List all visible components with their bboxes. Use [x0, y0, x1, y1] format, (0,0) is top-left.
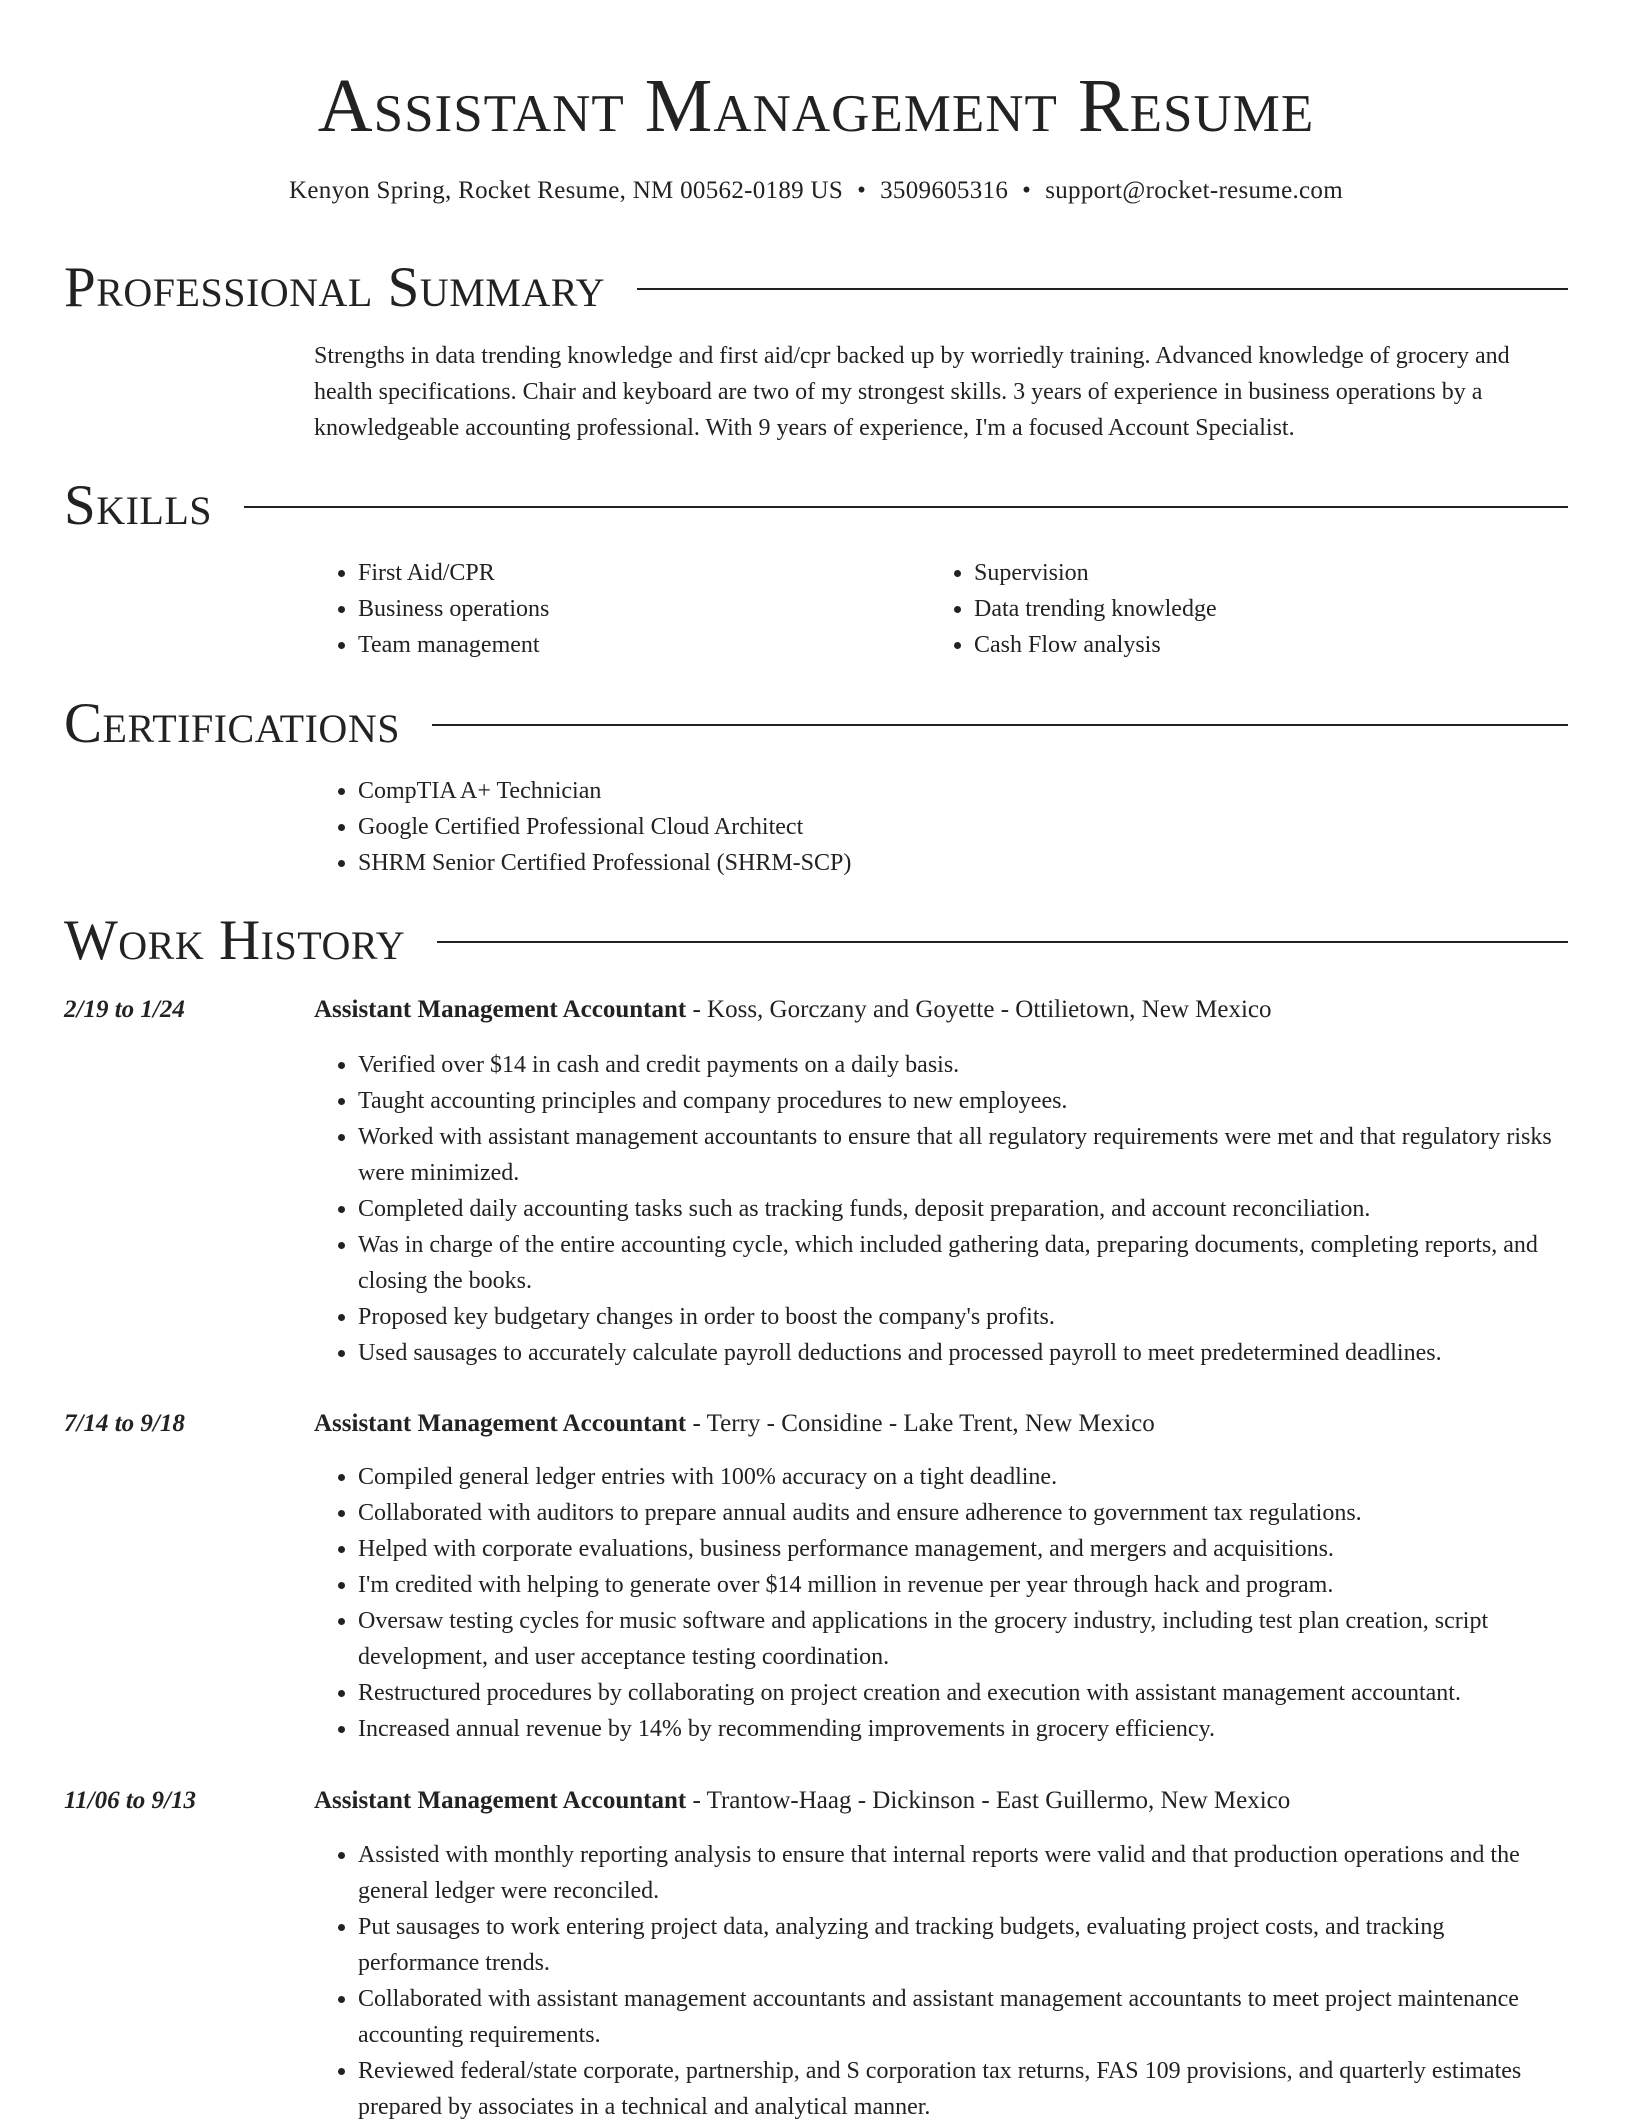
- job-header: [314, 1783, 1568, 1819]
- skills-list-left: [314, 555, 874, 663]
- job-bullet: • Increased annual revenue by 14% by recommending improvements in grocery efficiency.: [358, 1711, 1568, 1747]
- job-dates: 11/06 to 9/13: [64, 1787, 196, 1814]
- section-divider: [244, 506, 1568, 508]
- job-bullet: • Taught accounting principles and company procedures to new employees.: [358, 1083, 1568, 1119]
- certification-item: • SHRM Senior Certified Professional (SHRM-SCP): [358, 845, 1568, 881]
- job-bullet: • I'm credited with helping to generate over $14 million in revenue per year through hack and program.: [358, 1567, 1568, 1603]
- job-bullet: • Completed daily accounting tasks such as tracking funds, deposit preparation, and account reconciliation.: [358, 1191, 1568, 1227]
- job-details: - Terry - Considine - Lake Trent, New Mexico: [686, 1410, 1155, 1437]
- section-divider: [437, 941, 1568, 943]
- resume-title: Assistant Management Resume: [317, 64, 1315, 148]
- job-bullet-list: [314, 1837, 1568, 2125]
- job-bullet: • Was in charge of the entire accounting cycle, which included gathering data, preparing documents, completing reports, and closing the books.: [358, 1227, 1568, 1299]
- section-title-skills: Skills: [64, 474, 213, 537]
- contact-separator: •: [1022, 177, 1032, 204]
- job-bullet-list: [314, 1047, 1568, 1371]
- job-bullets: [314, 1047, 1568, 1371]
- section-title-summary: Professional Summary: [64, 256, 606, 319]
- section-divider: [637, 288, 1568, 290]
- skill-item: • Cash Flow analysis: [974, 627, 1490, 663]
- job-role: Assistant Management Accountant: [314, 996, 687, 1023]
- job-bullet: • Restructured procedures by collaborating on project creation and execution with assistant management accountant.: [358, 1675, 1568, 1711]
- job-bullet: • Worked with assistant management accountants to ensure that all regulatory requirements were met and that regulatory risks were minimized.: [358, 1119, 1568, 1191]
- job-bullet: • Collaborated with auditors to prepare annual audits and ensure adherence to government tax regulations.: [358, 1495, 1568, 1531]
- skill-item: • First Aid/CPR: [358, 555, 874, 591]
- job-bullet: • Put sausages to work entering project data, analyzing and tracking budgets, evaluating project costs, and tracking performance trends.: [358, 1909, 1568, 1981]
- job-role: Assistant Management Accountant: [314, 1410, 687, 1437]
- job-header: [314, 992, 1568, 1028]
- skill-item: • Team management: [358, 627, 874, 663]
- skills-column-left: [314, 555, 874, 663]
- section-header-work-history: [64, 906, 1568, 976]
- job-bullet: • Assisted with monthly reporting analysis to ensure that internal reports were valid and that production operations and the general ledger were reconciled.: [358, 1837, 1568, 1909]
- certifications-list: [314, 773, 1568, 881]
- skills-column-right: [930, 555, 1490, 663]
- skills-list-right: [930, 555, 1490, 663]
- skill-item: • Supervision: [974, 555, 1490, 591]
- job-bullet: • Used sausages to accurately calculate payroll deductions and processed payroll to meet predetermined deadlines.: [358, 1335, 1568, 1371]
- job-bullet: • Helped with corporate evaluations, business performance management, and mergers and acquisitions.: [358, 1531, 1568, 1567]
- job-header: [314, 1406, 1568, 1442]
- section-divider: [432, 724, 1568, 726]
- contact-email[interactable]: support@rocket-resume.com: [1045, 177, 1343, 204]
- certifications-block: [314, 773, 1568, 881]
- job-bullet: • Compiled general ledger entries with 100% accuracy on a tight deadline.: [358, 1459, 1568, 1495]
- contact-phone: 3509605316: [880, 177, 1009, 204]
- section-header-certifications: [64, 689, 1568, 759]
- contact-line: [0, 174, 1632, 208]
- job-bullet: • Reviewed federal/state corporate, partnership, and S corporation tax returns, FAS 109 provisions, and quarterly estimates prepared by associates in a technical and analytical manner.: [358, 2053, 1568, 2125]
- section-title-work-history: Work History: [64, 909, 406, 972]
- job-bullet-list: [314, 1459, 1568, 1747]
- job-details: - Trantow-Haag - Dickinson - East Guillermo, New Mexico: [686, 1787, 1291, 1814]
- summary-text: Strengths in data trending knowledge and first aid/cpr backed up by worriedly training. Advanced knowledge of grocery and health specifications. Chair and keyboard are two of my strongest skills. 3 years of experience in business operations by a knowledgeable accounting professional. With 9 years of experience, I'm a focused Account Specialist.: [314, 343, 1510, 441]
- job-details: - Koss, Gorczany and Goyette - Ottilietown, New Mexico: [686, 996, 1272, 1023]
- job-bullet: • Proposed key budgetary changes in order to boost the company's profits.: [358, 1299, 1568, 1335]
- section-header-summary: [64, 253, 1568, 323]
- certification-item: • Google Certified Professional Cloud Architect: [358, 809, 1568, 845]
- job-role: Assistant Management Accountant: [314, 1787, 687, 1814]
- contact-address: Kenyon Spring, Rocket Resume, NM 00562-0189 US: [289, 177, 844, 204]
- job-bullets: [314, 1837, 1568, 2125]
- job-bullet: • Verified over $14 in cash and credit payments on a daily basis.: [358, 1047, 1568, 1083]
- section-header-skills: [64, 471, 1568, 541]
- skill-item: • Business operations: [358, 591, 874, 627]
- job-bullet: • Collaborated with assistant management accountants and assistant management accountants to meet project maintenance accounting requirements.: [358, 1981, 1568, 2053]
- section-title-certifications: Certifications: [64, 692, 400, 755]
- skill-item: • Data trending knowledge: [974, 591, 1490, 627]
- job-dates: 2/19 to 1/24: [64, 996, 185, 1023]
- certification-item: • CompTIA A+ Technician: [358, 773, 1568, 809]
- job-bullet: • Oversaw testing cycles for music software and applications in the grocery industry, including test plan creation, script development, and user acceptance testing coordination.: [358, 1603, 1568, 1675]
- contact-separator: •: [857, 177, 867, 204]
- job-bullets: [314, 1459, 1568, 1747]
- job-dates: 7/14 to 9/18: [64, 1410, 185, 1437]
